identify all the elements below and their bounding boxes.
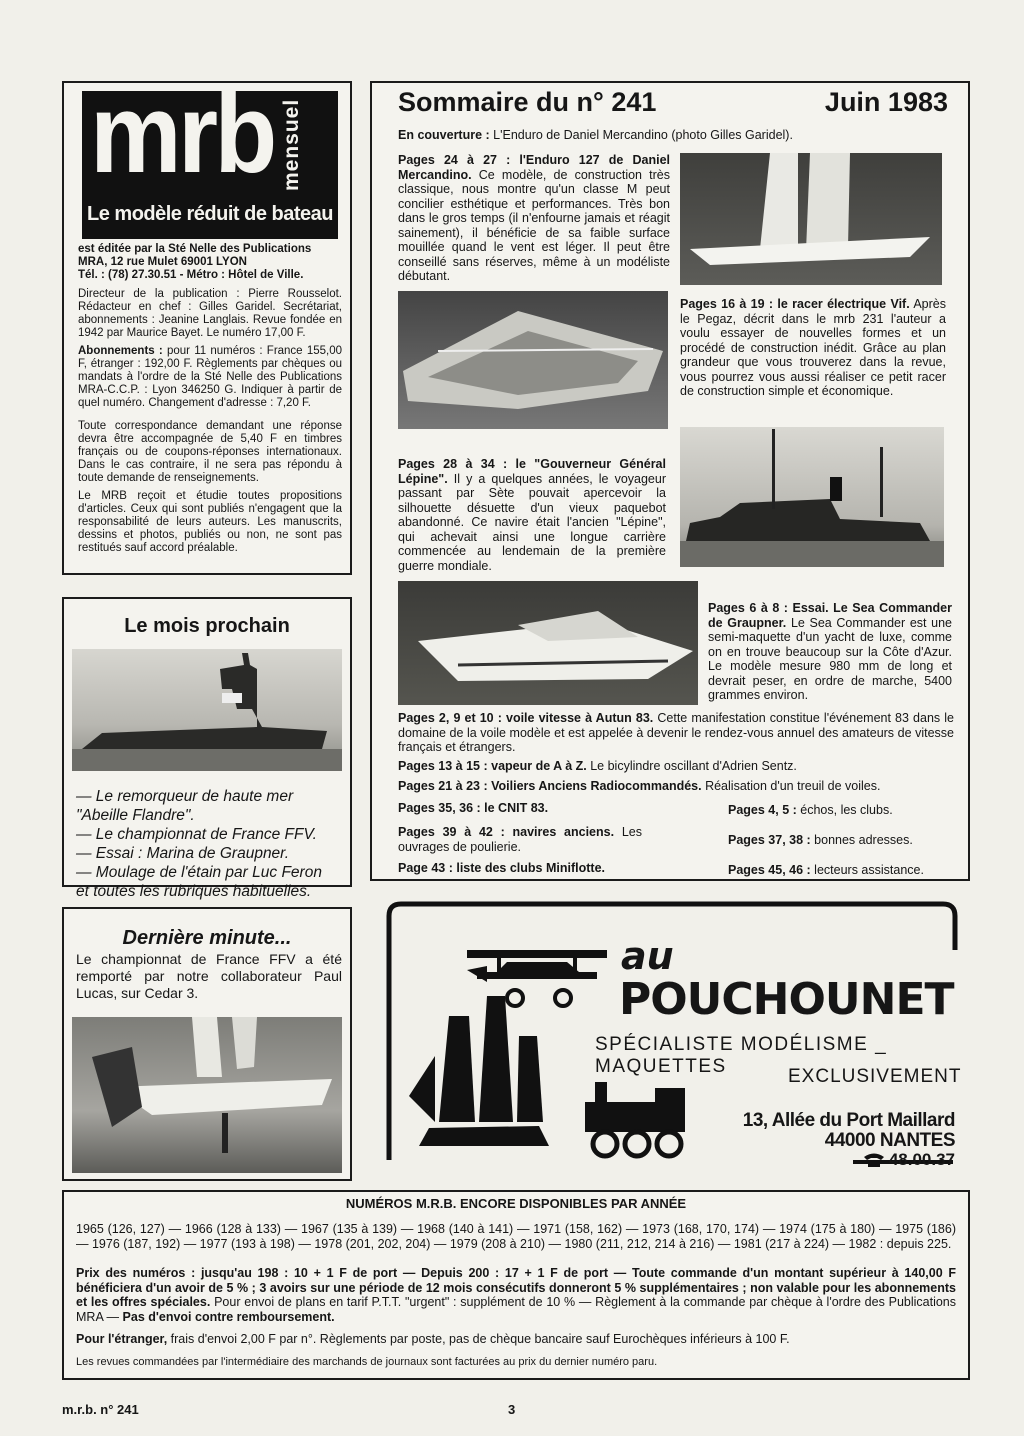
ad-address: 13, Allée du Port Maillard [742, 1110, 955, 1131]
footer-issue: m.r.b. n° 241 [62, 1402, 139, 1417]
last-minute-title: Dernière minute... [122, 927, 292, 949]
next-month-title: Le mois prochain [124, 615, 290, 637]
navires-article [398, 825, 642, 854]
sea-commander-text: Le Sea Commander est une semi-maquette d'un yacht de luxe, comme on en trouve beaucoup sur la Côte d'Azur. Le modèle mesure 980 mm de long et devrait peser, en ordre de marche, 5400 grammes environ. [708, 615, 952, 702]
back-issues-foreign [76, 1332, 956, 1347]
prices-tail: Pas d'envoi contre remboursement. [122, 1309, 335, 1324]
vif-text: Après le Pegaz, décrit dans le mrb 231 l'auteur a voulu essayer de nouvelles formes et un procédé de construction inédit. Grâce au plan grandeur que vous trouverez dans la revue, vous pourrez vous aussi réaliser ce petit racer de construction simple et économique. [680, 297, 946, 398]
cnit-article: Pages 35, 36 : le CNIT 83. [398, 801, 549, 815]
tug-photo [72, 649, 342, 771]
staff-credits: Directeur de la publication : Pierre Rousselot. Rédacteur en chef : Gilles Garidel. Secrétariat, abonnements : Jeanine Langlais. Revue fondée en 1942 par Maurice Bayet. Le numéro 17,00 F. [78, 288, 342, 339]
sea-commander-head: Pages 6 à 8 : Essai. Le Sea Commander de Graupner. [708, 601, 952, 630]
ad-exclusive: EXCLUSIVEMENT [788, 1066, 962, 1087]
prices-text: Pour envoi de plans en tarif P.T.T. "urgent" : supplément de 10 % — Règlement à la commande par chèque à l'ordre des Publications MRA — [76, 1295, 957, 1324]
enduro-text: Ce modèle, de construction très classique, nous montre qu'un classe M peut concilier esthétique et performances. Très bon dans le gros temps (il n'enfourne jamais et réagit sainement), il bénéficie de sa faible surface mouillée quand le vent est léger. Il peut être conseillé sans réserves, même à un modéliste débutant. [398, 167, 670, 283]
sailing-ship-icon [409, 996, 559, 1156]
back-issues-title: NUMÉROS M.R.B. ENCORE DISPONIBLES PAR ANNÉE [345, 1196, 687, 1211]
summary-box [370, 81, 970, 881]
next-month-box [62, 597, 352, 900]
tagline: Le modèle réduit de bateau [87, 203, 333, 225]
vapeur-article [398, 759, 954, 774]
vif-head: Pages 16 à 19 : le racer électrique Vif. [680, 297, 910, 311]
next-month-item: — Essai : Marina de Graupner. [76, 845, 290, 862]
foreign-text: frais d'envoi 2,00 F par n°. Règlements par poste, pas de chèque bancaire sauf Eurochèques inférieurs à 100 F. [167, 1332, 790, 1346]
foreign-label: Pour l'étranger, [76, 1332, 168, 1346]
echos-article [728, 803, 893, 818]
clubs-article: Page 43 : liste des clubs Miniflotte. [398, 861, 605, 875]
vif-article [680, 297, 946, 399]
submissions-note: Le MRB reçoit et étudie toutes propositions d'articles. Ceux qui sont publiés n'engagent que la responsabilité de leurs auteurs. Les manuscrits, dessins et photos, publiés ou non, ne sont pas restitués sauf accord préalable. [78, 490, 342, 554]
navires-head: Pages 39 à 42 : navires anciens. [398, 825, 615, 839]
pouchounet-ad [383, 898, 961, 1170]
ad-city: 44000 NANTES [824, 1130, 955, 1151]
autun-article [398, 711, 954, 755]
ad-brand: POUCHOUNET [619, 974, 954, 1025]
cover-line [398, 128, 958, 143]
adresses-text: bonnes adresses. [810, 833, 913, 847]
publisher-line: est éditée par la Sté Nelle des Publications [78, 243, 312, 255]
navires-text: Les ouvrages de poulierie. [398, 825, 642, 854]
yacht-test-photo [72, 1017, 342, 1173]
ad-phone: 48.00.37 [888, 1150, 955, 1169]
vapeur-head: Pages 13 à 15 : vapeur de A à Z. [398, 759, 587, 773]
echos-text: échos, les clubs. [796, 803, 893, 817]
enduro-article [398, 153, 670, 284]
vertical-label: mensuel [280, 98, 303, 191]
ad-au: au [621, 934, 674, 978]
locomotive-icon [575, 1074, 695, 1160]
publisher-phone: Tél. : (78) 27.30.51 - Métro : Hôtel de Ville. [78, 269, 304, 281]
logo-block [82, 71, 338, 239]
telephone-icon [863, 1152, 885, 1168]
back-issues-box [62, 1190, 970, 1380]
sea-commander-article [708, 601, 952, 703]
correspondence-note: Toute correspondance demandant une réponse devra être accompagnée de 5,40 F en timbres français ou de coupons-réponses internationaux. Dans le cas contraire, il ne sera pas répondu à toute demande de renseignements. [78, 420, 342, 484]
sea-commander-photo [398, 581, 698, 705]
enduro-photo [680, 153, 942, 285]
lecteurs-text: lecteurs assistance. [810, 863, 924, 877]
last-minute-box [62, 907, 352, 1181]
lepine-ship-photo [680, 427, 944, 567]
footer-page-number: 3 [508, 1402, 516, 1417]
subscriptions-label: Abonnements : [78, 345, 163, 357]
ad-specialty: SPÉCIALISTE MODÉLISME _ MAQUETTES [595, 1034, 888, 1077]
next-month-item: — Le championnat de France FFV. [76, 826, 317, 843]
lepine-text: Il y a quelques années, le voyageur passant par Sète pouvait apercevoir la silhouette désuette d'un vieux paquebot abandonné. Ce navire était l'ancien "Lépine", qui achevait ainsi une longue carrière commencée au lendemain de la première guerre mondiale. [398, 471, 666, 573]
back-issues-years: 1965 (126, 127) — 1966 (128 à 133) — 1967 (135 à 139) — 1968 (140 à 141) — 1971 (158, 162) — 1973 (168, 170, 174) — 1974 (175 à 180) — 1975 (186) — 1976 (187, 192) — 1977 (193 à 198) — 1978 (201, 202, 204) — 1979 (208 à 210) — 1980 (211, 212, 214 à 216) — 1981 (217 à 224) — 1982 : depuis 225. [76, 1222, 956, 1251]
next-month-item: et toutes les rubriques habituelles. [76, 883, 312, 900]
autun-head: Pages 2, 9 et 10 : voile vitesse à Autun 83. [398, 711, 654, 725]
echos-head: Pages 4, 5 : [728, 803, 797, 817]
summary-title: Sommaire du n° 241 [398, 87, 657, 117]
enduro-head: Pages 24 à 27 : l'Enduro 127 de Daniel Mercandino. [398, 153, 670, 182]
adresses-head: Pages 37, 38 : [728, 833, 811, 847]
adresses-article [728, 833, 913, 848]
vif-racer-photo [398, 291, 668, 429]
summary-date: Juin 1983 [824, 87, 948, 117]
lepine-head: Pages 28 à 34 : le "Gouverneur Général Lépine". [398, 457, 666, 486]
lepine-article [398, 457, 666, 573]
subscriptions [78, 345, 342, 410]
cover-text: L'Enduro de Daniel Mercandino (photo Gilles Garidel). [489, 128, 793, 142]
lecteurs-article [728, 863, 924, 878]
voiliers-article [398, 779, 954, 794]
voiliers-text: Réalisation d'un treuil de voiles. [701, 779, 881, 793]
back-issues-note: Les revues commandées par l'intermédiaire des marchands de journaux sont facturées au prix du dernier numéro paru. [76, 1356, 658, 1368]
voiliers-head: Pages 21 à 23 : Voiliers Anciens Radiocommandés. [398, 779, 702, 793]
vapeur-text: Le bicylindre oscillant d'Adrien Sentz. [586, 759, 797, 773]
lecteurs-head: Pages 45, 46 : [728, 863, 811, 877]
back-issues-prices [76, 1266, 956, 1324]
next-month-item: — Le remorqueur de haute mer "Abeille Flandre". [76, 788, 294, 824]
logo-text: mrb [90, 71, 274, 196]
next-month-item: — Moulage de l'étain par Luc Feron [76, 864, 322, 881]
prices-bold: Prix des numéros : jusqu'au 198 : 10 + 1 F de port — Depuis 200 : 17 + 1 F de port — Toute commande d'un montant supérieur à 140,00 F bénéficiera d'un avoir de 5 % ; 3 avoirs sur une période de 12 mois consécutifs donneront 5 % supplémentaires ; non valable pour les abonnements et les offres spéciales. [76, 1266, 956, 1309]
last-minute-text: Le championnat de France FFV a été remporté par notre collaborateur Paul Lucas, sur Cedar 3. [76, 951, 342, 1001]
publisher-address: MRA, 12 rue Mulet 69001 LYON [78, 256, 247, 268]
subscriptions-text: pour 11 numéros : France 155,00 F, étranger : 192,00 F. Règlements par chèques ou mandats à l'ordre de la Sté Nelle des Publications MRA-C.C.P. : Lyon 346250 G. Indiquer à partir de quel numéro. Changement d'adresse : 7,20 F. [78, 345, 342, 409]
cover-label: En couverture : [398, 128, 490, 142]
masthead-box [62, 71, 352, 575]
autun-text: Cette manifestation constitue l'événement 83 dans le domaine de la voile modèle et est appelée à devenir le rendez-vous annuel des amateurs de vitesse français et étrangers. [398, 711, 954, 754]
